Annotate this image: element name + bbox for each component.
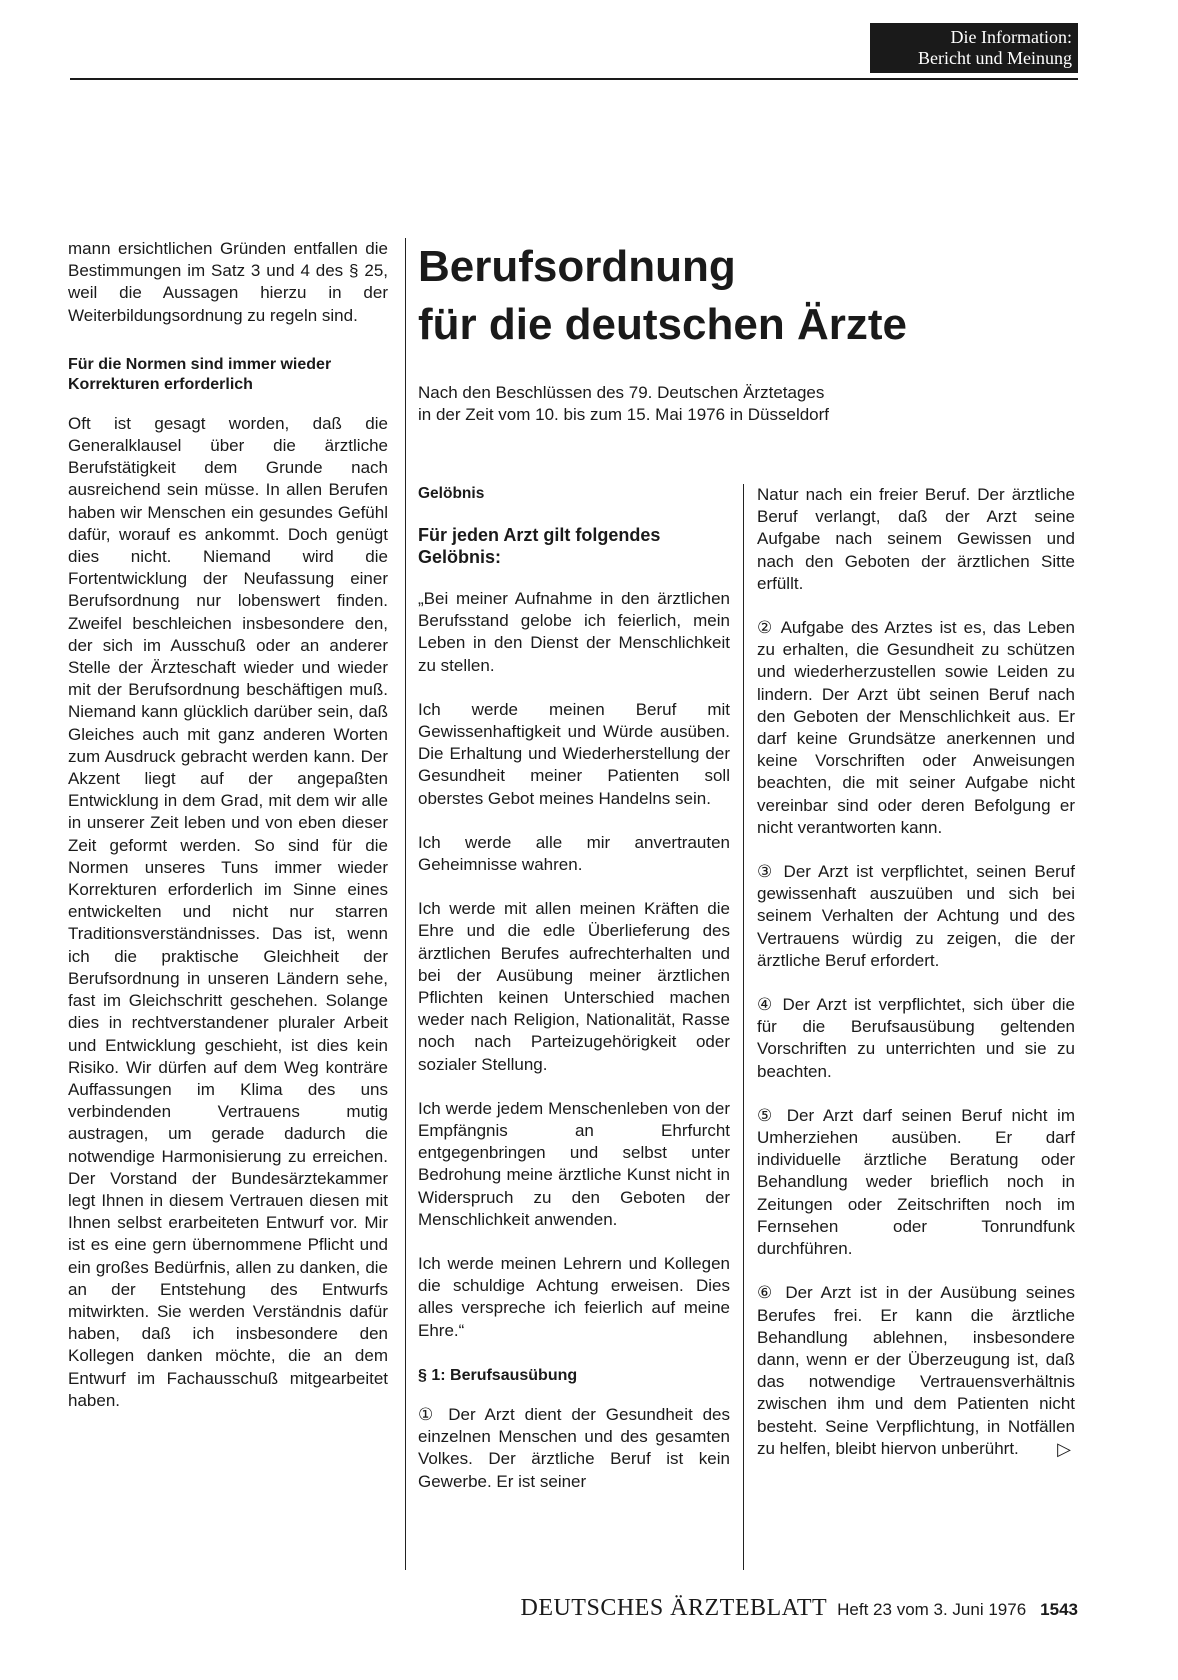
section-1-heading: § 1: Berufsausübung <box>418 1366 578 1384</box>
middle-column <box>418 484 730 1493</box>
page-footer <box>466 1595 1078 1625</box>
section-paragraph: ④ Der Arzt ist verpflichtet, sich über die für die Berufsausübung geltenden Vorschriften zu unterrichten und sie zu beachten. <box>757 995 1075 1081</box>
title-line-1: Berufsordnung <box>418 242 736 291</box>
badge-line-2: Bericht und Meinung <box>918 48 1072 68</box>
page-number: 1543 <box>1040 1600 1078 1619</box>
column-divider-left <box>405 238 406 1570</box>
section-1-paragraph: ① Der Arzt dient der Gesundheit des einzelnen Menschen und des gesamten Volkes. Der ärztliche Beruf ist kein Gewerbe. Er ist seiner <box>418 1404 730 1491</box>
continue-arrow-icon: ▷ <box>1057 1438 1071 1459</box>
column-divider-right <box>743 484 744 1570</box>
left-section-heading: Für die Normen sind immer wieder Korrekturen erforderlich <box>68 355 332 393</box>
badge-line-1: Die Information: <box>950 27 1072 47</box>
subtitle-line-1: Nach den Beschlüssen des 79. Deutschen Ärztetages <box>418 383 825 402</box>
title-line-2: für die deutschen Ärzte <box>418 300 907 349</box>
pledge-paragraph: Ich werde alle mir anvertrauten Geheimnisse wahren. <box>418 832 730 875</box>
pledge-paragraph: Ich werde mit allen meinen Kräften die Ehre und die edle Überlieferung des ärztlichen Berufes aufrechterhalten und bei der Ausübung meiner ärztlichen Pflichten keinen Unterschied machen weder nach Religion, Nationalität, Rasse noch nach Parteizugehörigkeit oder sozialer Stellung. <box>418 899 730 1074</box>
section-paragraph: Natur nach ein freier Beruf. Der ärztliche Beruf verlangt, daß der Arzt seine Aufgabe nach seinem Gewissen und nach den Geboten der ärztlichen Sitte erfüllt. <box>757 485 1075 593</box>
right-column <box>757 484 1075 1460</box>
header-rule <box>70 78 1078 80</box>
section-paragraph: ⑥ Der Arzt ist in der Ausübung seines Berufes frei. Er kann die ärztliche Behandlung ablehnen, insbesondere dann, wenn er der Überzeugung ist, daß das notwendige Vertrauensverhältnis zwischen ihm und dem Patienten nicht besteht. Seine Verpflichtung, in Notfällen zu helfen, bleibt hiervon unberührt. <box>757 1283 1075 1458</box>
journal-name: DEUTSCHES ÄRZTEBLATT <box>520 1595 828 1621</box>
section-paragraph: ② Aufgabe des Arztes ist es, das Leben zu erhalten, die Gesundheit zu schützen und wiederherzustellen sowie Leiden zu lindern. Der Arzt übt seinen Beruf nach den Geboten der Menschlichkeit aus. Er darf keine Grundsätze anerkennen und keine Vorschriften oder Anweisungen beachten, die mit seiner Aufgabe nicht vereinbar sind oder deren Befolgung er nicht verantworten kann. <box>757 618 1075 837</box>
left-intro-paragraph: mann ersichtlichen Gründen entfallen die Bestimmungen im Satz 3 und 4 des § 25, weil die Aussagen hierzu in der Weiterbildungsordnung zu regeln sind. <box>68 239 388 325</box>
article-subtitle <box>418 382 1068 426</box>
pledge-paragraph: „Bei meiner Aufnahme in den ärztlichen Berufsstand gelobe ich feierlich, mein Leben in den Dienst der Menschlichkeit zu stellen. <box>418 589 730 675</box>
pledge-label: Gelöbnis <box>418 485 485 502</box>
subtitle-line-2: in der Zeit vom 10. bis zum 15. Mai 1976 in Düsseldorf <box>418 405 830 424</box>
left-column <box>68 238 388 1412</box>
section-paragraph: ⑤ Der Arzt darf seinen Beruf nicht im Umherziehen ausüben. Er darf individuelle ärztliche Beratung oder Behandlung weder brieflich noch in Zeitungen oder Zeitschriften noch im Fernsehen oder Tonrundfunk durchführen. <box>757 1105 1075 1259</box>
article-title <box>418 238 1068 354</box>
section-paragraph: ③ Der Arzt ist verpflichtet, seinen Beruf gewissenhaft auszuüben und sich bei seinem Verhalten der Achtung und des Vertrauens würdig zu zeigen, die der ärztliche Beruf erfordert. <box>757 862 1075 970</box>
section-badge <box>870 23 1078 73</box>
issue-info: Heft 23 vom 3. Juni 1976 <box>837 1600 1027 1619</box>
pledge-paragraph: Ich werde meinen Beruf mit Gewissenhaftigkeit und Würde ausüben. Die Erhaltung und Wiederherstellung der Gesundheit meiner Patienten soll oberstes Gebot meines Handelns sein. <box>418 699 730 808</box>
left-body-paragraph: Oft ist gesagt worden, daß die Generalklausel über die ärztliche Berufstätigkeit dem Grunde nach ausreichend sein müsse. In allen Berufen haben wir Menschen ein gesundes Gefühl dafür, worauf es ankommt. Doch genügt dies nicht. Niemand wird die Fortentwicklung der Neufassung einer Berufsordnung nur lobenswert finden. Zweifel beschleichen insbesondere den, der sich im Ausschuß oder an anderer Stelle der Ärzteschaft wieder und wieder mit der Berufsordnung beschäftigen muß. Niemand kann glücklich darüber sein, daß Gleiches auch mit ganz anderen Worten zum Ausdruck gebracht werden kann. Der Akzent liegt auf der angepaßten Entwicklung in dem Grad, mit dem wir alle in unserer Zeit leben und von eben dieser Zeit geformt werden. So sind für die Normen unseres Tuns immer wieder Korrekturen erforderlich im Sinne eines entwickelten und nicht nur starren Traditionsverständnisses. Das ist, wenn ich die praktische Gleichheit der Berufsordnung in unseren Ländern sehe, fast im Gleichschritt geschehen. Solange dies in rechtverstandener pluraler Arbeit und Entwicklung geschieht, ist dies kein Risiko. Wir dürfen auf dem Weg konträre Auffassungen im Klima des uns verbindenden Vertrauens mutig austragen, um gerade dadurch die notwendige Harmonisierung zu erreichen. Der Vorstand der Bundesärztekammer legt Ihnen in diesem Vertrauen diesen mit Ihnen selbst erarbeiteten Entwurf vor. Mir ist es eine gern übernommene Pflicht und ein großes Bedürfnis, allen zu danken, die an der Entstehung des Entwurfs mitwirkten. Sie werden Verständnis dafür haben, daß ich insbesondere den Kollegen danken möchte, die an dem Entwurf im Fachausschuß mitgearbeitet haben. <box>68 413 388 1410</box>
pledge-paragraph: Ich werde meinen Lehrern und Kollegen die schuldige Achtung erweisen. Dies alles verspreche ich feierlich auf meine Ehre.“ <box>418 1254 730 1340</box>
pledge-paragraph: Ich werde jedem Menschenleben von der Empfängnis an Ehrfurcht entgegenbringen und selbst unter Bedrohung meine ärztliche Kunst nicht in Widerspruch zu den Geboten der Menschlichkeit anwenden. <box>418 1098 730 1229</box>
pledge-heading: Für jeden Arzt gilt folgendes Gelöbnis: <box>418 525 661 567</box>
